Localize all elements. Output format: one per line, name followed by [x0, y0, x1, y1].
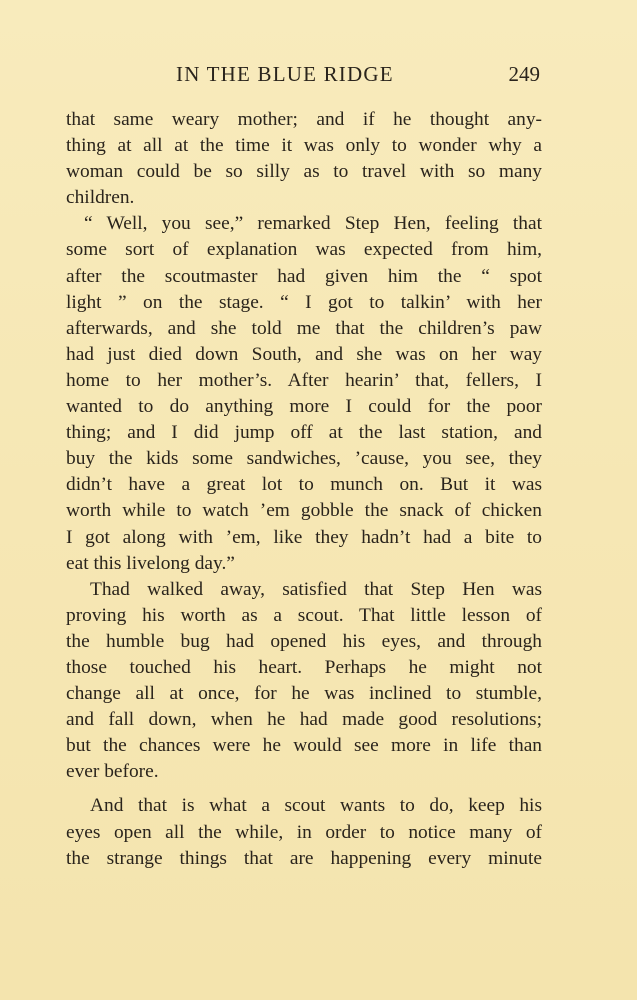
text-line: some sort of explanation was expected from him,	[66, 239, 542, 261]
running-head	[66, 59, 542, 89]
body-text	[66, 107, 542, 872]
text-line: proving his worth as a scout. That little lesson of	[66, 604, 542, 626]
text-line: worth while to watch ’em gobble the snack of chicken	[66, 500, 542, 522]
text-line: And that is what a scout wants to do, keep his	[90, 795, 542, 817]
text-line: the strange things that are happening every minute	[66, 847, 542, 869]
text-line: buy the kids some sandwiches, ’cause, you see, they	[66, 448, 542, 470]
text-line: eyes open all the while, in order to notice many of	[66, 821, 542, 843]
text-line: “ Well, you see,” remarked Step Hen, feeling that	[84, 213, 542, 235]
text-line: after the scoutmaster had given him the “ spot	[66, 265, 542, 287]
text-line: the humble bug had opened his eyes, and through	[66, 630, 542, 652]
text-line: home to her mother’s. After hearin’ that, fellers, I	[66, 369, 542, 391]
text-line: eat this livelong day.”	[66, 552, 235, 574]
text-line: children.	[66, 187, 135, 209]
text-line: ever before.	[66, 761, 159, 783]
text-line: had just died down South, and she was on her way	[66, 343, 542, 365]
paragraph-gap	[66, 785, 542, 793]
text-line: afterwards, and she told me that the children’s paw	[66, 317, 542, 339]
page-number: 249	[508, 62, 540, 86]
text-line: thing; and I did jump off at the last station, and	[66, 422, 542, 444]
text-line: thing at all at the time it was only to wonder why a	[66, 135, 542, 157]
running-title: IN THE BLUE RIDGE	[176, 62, 394, 86]
text-line: woman could be so silly as to travel with so many	[66, 161, 542, 183]
text-line: didn’t have a great lot to munch on. But it was	[66, 474, 542, 496]
text-line: light ” on the stage. “ I got to talkin’ with her	[66, 291, 542, 313]
text-line: I got along with ’em, like they hadn’t had a bite to	[66, 526, 542, 548]
text-line: that same weary mother; and if he thought any-	[66, 109, 542, 130]
text-line: wanted to do anything more I could for the poor	[66, 396, 542, 418]
text-line: Thad walked away, satisfied that Step Hen was	[90, 578, 542, 600]
text-line: and fall down, when he had made good resolutions;	[66, 709, 542, 731]
text-line: but the chances were he would see more in life than	[66, 735, 542, 757]
text-line: those touched his heart. Perhaps he might not	[66, 656, 542, 678]
text-line: change all at once, for he was inclined to stumble,	[66, 683, 542, 705]
